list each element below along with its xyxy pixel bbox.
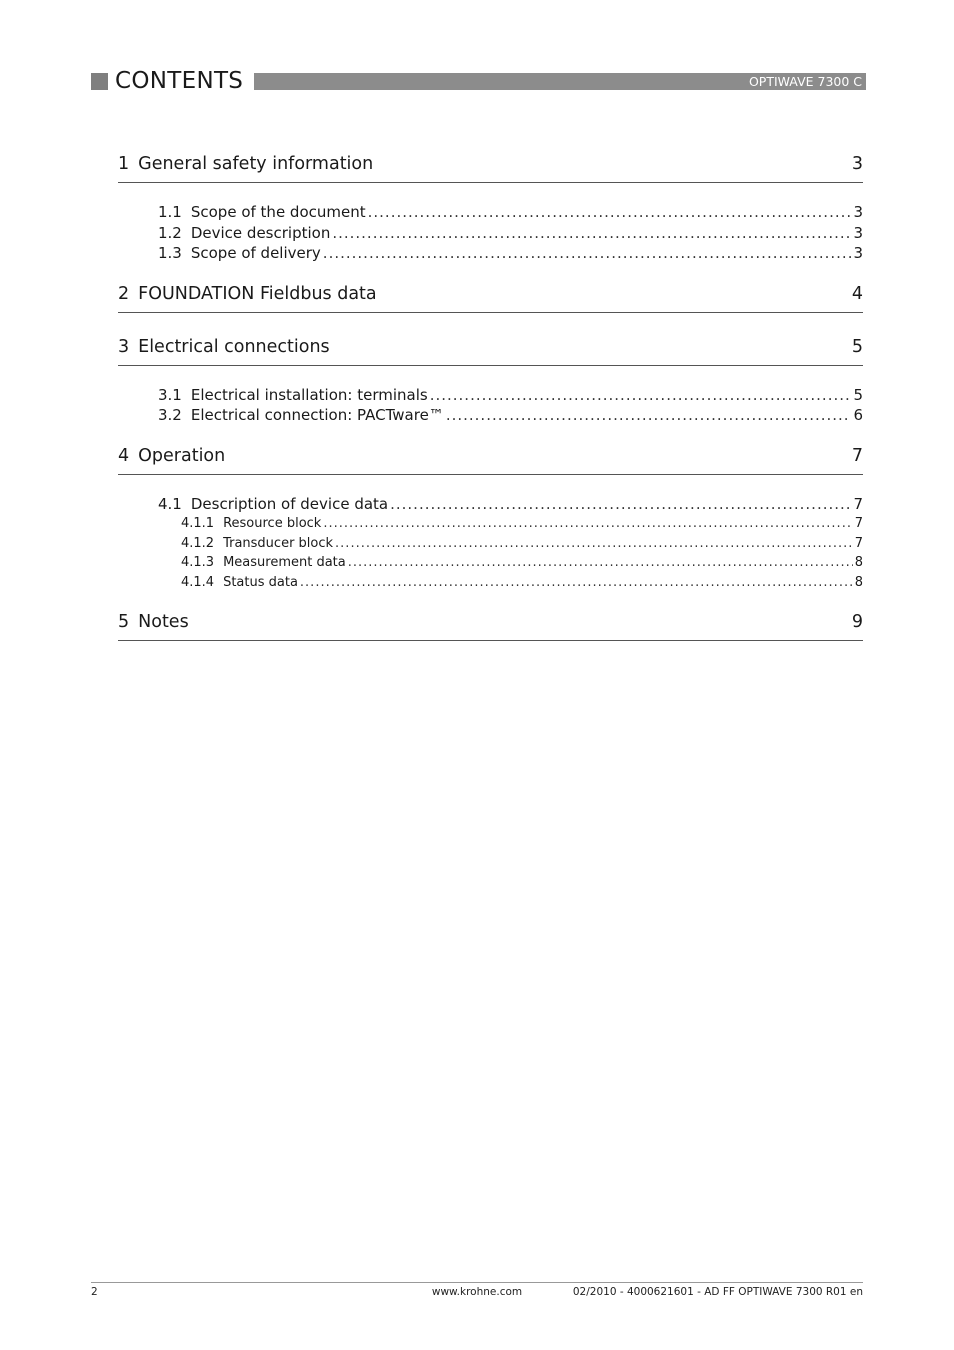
chapter-number: 5	[118, 612, 130, 632]
section-page: 3	[853, 244, 863, 262]
footer-website: www.krohne.com	[431, 1286, 523, 1298]
toc-section-list	[118, 494, 863, 593]
chapter-title: Operation	[138, 445, 226, 466]
section-number: 3.1	[158, 385, 182, 404]
chapter-title: General safety information	[138, 154, 374, 174]
section-title: Resource block	[223, 516, 322, 531]
section-number: 4.1	[158, 494, 182, 513]
dot-leader	[348, 553, 853, 573]
footer-doc-ref: 02/2010 - 4000621601 - AD FF OPTIWAVE 7300 R01 en	[572, 1286, 863, 1298]
chapter-number: 2	[118, 283, 130, 304]
section-title: Measurement data	[223, 555, 346, 570]
page-title: CONTENTS	[115, 68, 244, 94]
toc-chapter[interactable]	[118, 610, 863, 641]
chapter-page: 5	[851, 336, 863, 357]
section-page: 6	[853, 406, 863, 424]
section-page: 8	[854, 574, 863, 590]
section-page: 3	[853, 203, 863, 221]
section-page: 5	[853, 385, 863, 404]
section-title: Device description	[190, 223, 331, 242]
toc-chapter[interactable]	[118, 444, 863, 475]
section-page: 7	[853, 494, 863, 513]
section-number: 1.1	[158, 203, 182, 221]
section-page: 7	[854, 516, 863, 531]
dot-leader	[323, 514, 852, 534]
section-title: Description of device data	[190, 494, 389, 513]
dot-leader	[335, 534, 853, 554]
toc-section[interactable]	[118, 405, 863, 426]
section-number: 1.3	[158, 244, 182, 262]
product-name: OPTIWAVE 7300 C	[748, 74, 862, 89]
chapter-number: 1	[118, 154, 130, 174]
chapter-title: Electrical connections	[138, 336, 330, 357]
section-number: 3.2	[158, 406, 182, 424]
chapter-page: 7	[851, 445, 863, 466]
dot-leader	[368, 202, 852, 223]
chapter-number: 4	[118, 445, 130, 466]
footer-rule	[91, 1282, 863, 1283]
toc-section[interactable]	[118, 223, 863, 244]
table-of-contents	[118, 152, 863, 663]
section-number: 4.1.2	[181, 535, 215, 551]
section-title: Electrical connection: PACTware™	[190, 406, 444, 424]
dot-leader	[390, 494, 851, 515]
toc-section[interactable]	[118, 243, 863, 264]
toc-subsection[interactable]	[118, 514, 863, 534]
toc-section-list	[118, 385, 863, 426]
section-title: Scope of delivery	[190, 244, 321, 262]
toc-chapter[interactable]	[118, 335, 863, 366]
section-number: 4.1.4	[181, 574, 215, 590]
toc-subsection[interactable]	[118, 553, 863, 573]
chapter-title: Notes	[138, 612, 189, 632]
footer-page-number: 2	[91, 1286, 98, 1298]
toc-chapter[interactable]	[118, 282, 863, 313]
toc-chapter[interactable]	[118, 152, 863, 183]
chapter-page: 3	[851, 154, 863, 174]
section-page: 3	[853, 223, 863, 242]
section-title: Transducer block	[223, 535, 334, 551]
section-number: 1.2	[158, 223, 182, 242]
section-number: 4.1.1	[181, 516, 215, 531]
dot-leader	[332, 223, 851, 244]
toc-subsection[interactable]	[118, 534, 863, 554]
dot-leader	[430, 385, 852, 406]
section-page: 8	[854, 555, 863, 570]
header-square-marker	[91, 73, 108, 90]
section-title: Scope of the document	[190, 203, 366, 221]
toc-section-list	[118, 202, 863, 264]
chapter-page: 9	[851, 612, 863, 632]
section-title: Status data	[223, 574, 298, 590]
dot-leader	[323, 243, 852, 264]
dot-leader	[446, 405, 852, 426]
chapter-title: FOUNDATION Fieldbus data	[138, 283, 377, 304]
toc-section[interactable]	[118, 385, 863, 406]
section-number: 4.1.3	[181, 555, 215, 570]
toc-section[interactable]	[118, 494, 863, 515]
section-title: Electrical installation: terminals	[190, 385, 428, 404]
chapter-page: 4	[851, 283, 863, 304]
dot-leader	[300, 573, 853, 593]
chapter-number: 3	[118, 336, 130, 357]
toc-section[interactable]	[118, 202, 863, 223]
toc-subsection[interactable]	[118, 573, 863, 593]
header-bar	[254, 73, 866, 90]
section-page: 7	[854, 535, 863, 551]
